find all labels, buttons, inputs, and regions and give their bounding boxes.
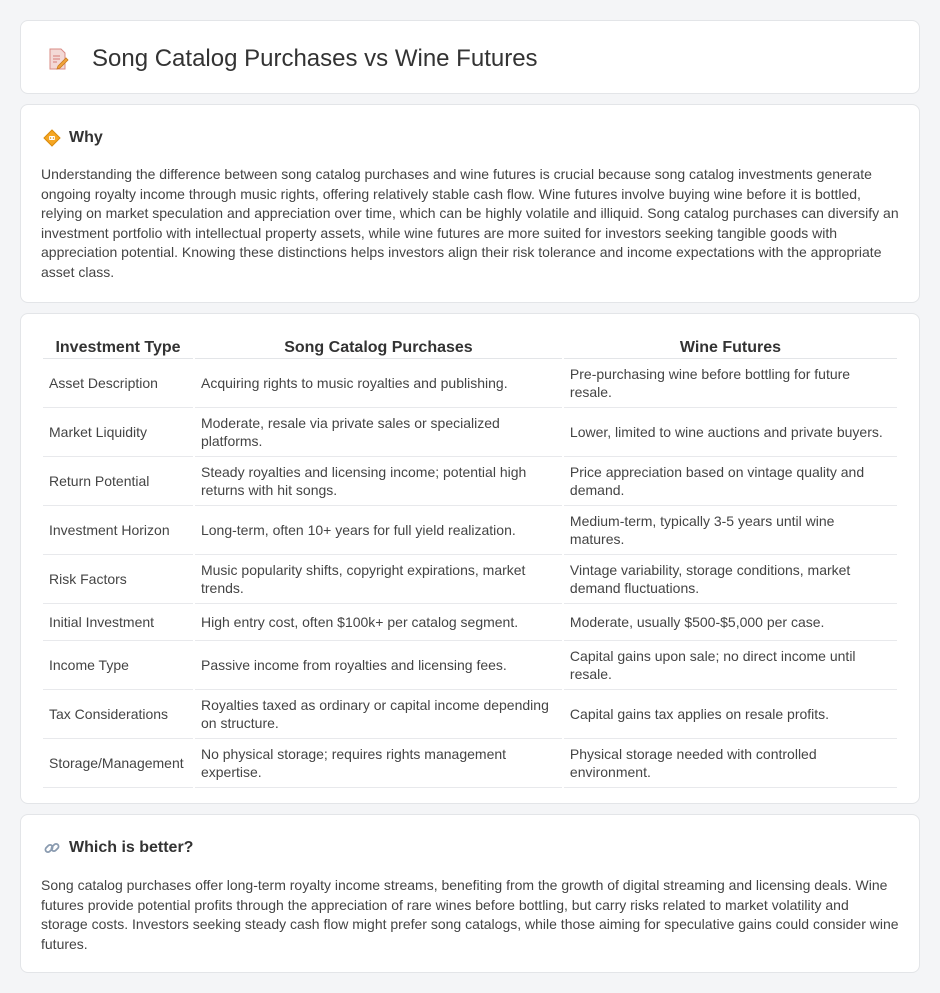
- row-label: Income Type: [43, 641, 193, 690]
- song-catalog-cell: Acquiring rights to music royalties and publishing.: [195, 359, 562, 408]
- which-is-better-card: [20, 814, 920, 973]
- header-investment-type: Investment Type: [43, 338, 193, 359]
- wine-futures-cell: Medium-term, typically 3-5 years until wine matures.: [564, 506, 897, 555]
- header-card: [20, 20, 920, 94]
- table-row: [43, 359, 897, 408]
- better-title: Which is better?: [69, 839, 194, 856]
- row-label: Asset Description: [43, 359, 193, 408]
- wine-futures-cell: Capital gains tax applies on resale profits.: [564, 690, 897, 739]
- header-wine-futures: Wine Futures: [564, 338, 897, 359]
- page-title: Song Catalog Purchases vs Wine Futures: [92, 45, 538, 72]
- wine-futures-cell: Physical storage needed with controlled environment.: [564, 739, 897, 788]
- row-label: Storage/Management: [43, 739, 193, 788]
- why-card: [20, 104, 920, 303]
- table-row: [43, 690, 897, 739]
- diamond-warning-icon: [43, 129, 61, 147]
- row-label: Tax Considerations: [43, 690, 193, 739]
- song-catalog-cell: High entry cost, often $100k+ per catalog segment.: [195, 604, 562, 641]
- row-label: Initial Investment: [43, 604, 193, 641]
- wine-futures-cell: Moderate, usually $500-$5,000 per case.: [564, 604, 897, 641]
- row-label: Market Liquidity: [43, 408, 193, 457]
- row-label: Investment Horizon: [43, 506, 193, 555]
- wine-futures-cell: Lower, limited to wine auctions and private buyers.: [564, 408, 897, 457]
- comparison-table-card: [20, 313, 920, 804]
- song-catalog-cell: Long-term, often 10+ years for full yield realization.: [195, 506, 562, 555]
- song-catalog-cell: No physical storage; requires rights management expertise.: [195, 739, 562, 788]
- song-catalog-cell: Passive income from royalties and licensing fees.: [195, 641, 562, 690]
- header-song-catalog: Song Catalog Purchases: [195, 338, 562, 359]
- table-header-row: [43, 338, 897, 359]
- why-body: Understanding the difference between song catalog purchases and wine futures is crucial because song catalog investments generate ongoing royalty income through music rights, offering relatively stable cash flow. Wine futures involve buying wine before it is bottled, relying on market speculation and appreciation over time, which can be highly volatile and illiquid. Song catalog purchases can diversify an investment portfolio with intellectual property assets, while wine futures are more suited for investors seeking tangible goods with appreciation potential. Knowing these distinctions helps investors align their risk tolerance and income expectations with the appropriate asset class.: [41, 166, 899, 280]
- why-heading: [43, 127, 103, 149]
- song-catalog-cell: Moderate, resale via private sales or specialized platforms.: [195, 408, 562, 457]
- comparison-table: [41, 338, 899, 788]
- song-catalog-cell: Music popularity shifts, copyright expirations, market trends.: [195, 555, 562, 604]
- song-catalog-cell: Steady royalties and licensing income; potential high returns with hit songs.: [195, 457, 562, 506]
- table-row: [43, 739, 897, 788]
- wine-futures-cell: Pre-purchasing wine before bottling for future resale.: [564, 359, 897, 408]
- row-label: Return Potential: [43, 457, 193, 506]
- table-row: [43, 408, 897, 457]
- wine-futures-cell: Capital gains upon sale; no direct income until resale.: [564, 641, 897, 690]
- song-catalog-cell: Royalties taxed as ordinary or capital income depending on structure.: [195, 690, 562, 739]
- better-body: Song catalog purchases offer long-term royalty income streams, benefiting from the growth of digital streaming and licensing deals. Wine futures provide potential profits through the appreciation of rare wines before bottling, but carry risks related to market volatility and storage costs. Investors seeking steady cash flow might prefer song catalogs, while those aiming for speculative gains could consider wine futures.: [41, 877, 899, 952]
- table-row: [43, 506, 897, 555]
- table-row: [43, 555, 897, 604]
- wine-futures-cell: Vintage variability, storage conditions, market demand fluctuations.: [564, 555, 897, 604]
- why-title: Why: [69, 129, 103, 146]
- better-heading: [43, 837, 193, 859]
- wine-futures-cell: Price appreciation based on vintage quality and demand.: [564, 457, 897, 506]
- row-label: Risk Factors: [43, 555, 193, 604]
- link-icon: [43, 839, 61, 857]
- document-pencil-icon: [47, 47, 69, 71]
- table-row: [43, 641, 897, 690]
- table-row: [43, 604, 897, 641]
- table-row: [43, 457, 897, 506]
